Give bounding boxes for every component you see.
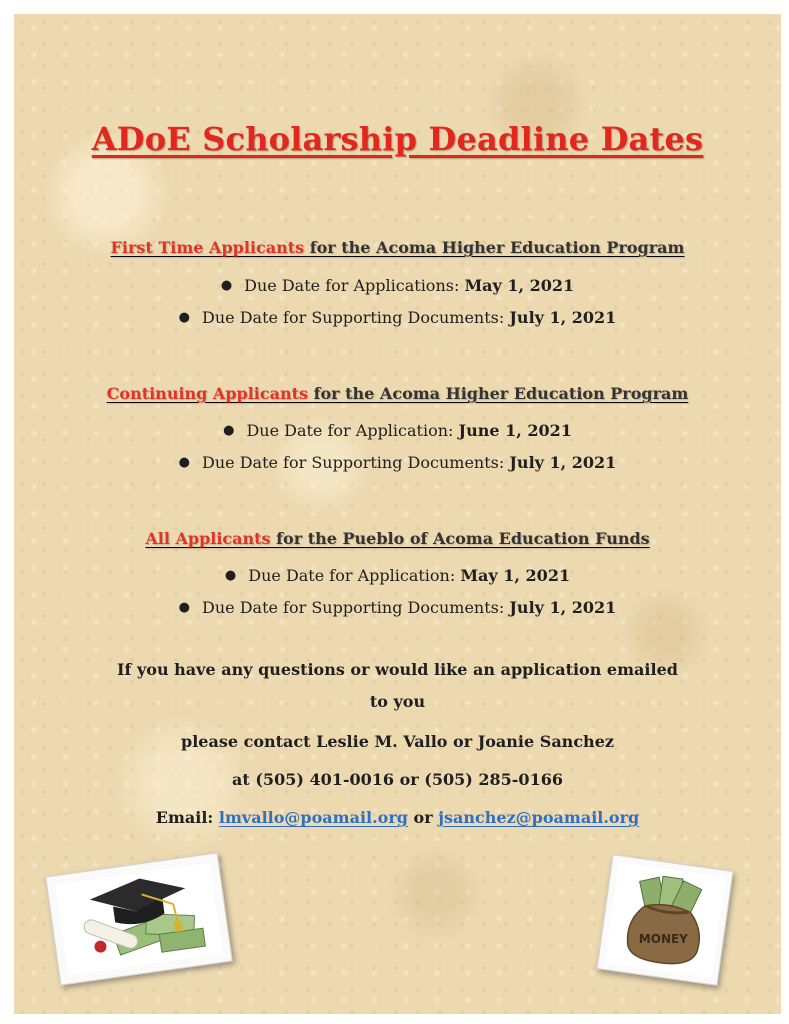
section-heading-continuing: [14, 384, 781, 403]
contact-line: If you have any questions or would like an application emailed: [117, 660, 678, 679]
list-item: [14, 598, 781, 617]
flyer-page: [14, 14, 781, 1014]
email-label: Email:: [155, 808, 214, 827]
bullet-icon: ●: [178, 455, 191, 470]
email-link-jsanchez[interactable]: jsanchez@poamail.org: [438, 808, 640, 827]
bullet-icon: ●: [178, 310, 191, 325]
heading-rest: for the Acoma Higher Education Program: [313, 384, 689, 403]
bullet-icon: ●: [224, 568, 237, 583]
money-bag-icon: [598, 855, 733, 985]
item-date: May 1, 2021: [464, 276, 575, 295]
bullet-icon: ●: [220, 278, 233, 293]
heading-rest: for the Pueblo of Acoma Education Funds: [276, 529, 650, 548]
money-bag-label: MONEY: [638, 931, 688, 946]
list-item: [14, 566, 781, 585]
email-link-lmvallo[interactable]: lmvallo@poamail.org: [218, 808, 408, 827]
heading-rest: for the Acoma Higher Education Program: [309, 238, 685, 257]
list-item: [14, 453, 781, 472]
item-label: Due Date for Supporting Documents:: [202, 598, 505, 617]
graduation-photo: [45, 852, 233, 985]
section-heading-all-applicants: [14, 529, 781, 548]
item-label: Due Date for Application:: [248, 566, 456, 585]
list-item: [14, 421, 781, 440]
page-title: ADoE Scholarship Deadline Dates: [91, 120, 704, 158]
section-heading-first-time: [14, 238, 781, 257]
item-date: June 1, 2021: [458, 421, 572, 440]
contact-phones: at (505) 401-0016 or (505) 285-0166: [232, 770, 563, 789]
graduation-cap-icon: [46, 854, 231, 985]
contact-emails: [14, 808, 781, 827]
item-date: July 1, 2021: [509, 598, 617, 617]
heading-highlight: First Time Applicants: [110, 238, 305, 257]
item-label: Due Date for Application:: [246, 421, 454, 440]
contact-names: please contact Leslie M. Vallo or Joanie Sanchez: [181, 732, 614, 751]
list-item: [14, 308, 781, 327]
item-date: July 1, 2021: [509, 308, 617, 327]
bullet-icon: ●: [178, 600, 191, 615]
contact-line: to you: [369, 692, 426, 711]
item-date: July 1, 2021: [509, 453, 617, 472]
heading-highlight: Continuing Applicants: [106, 384, 308, 403]
heading-highlight: All Applicants: [145, 529, 271, 548]
item-date: May 1, 2021: [460, 566, 571, 585]
bullet-icon: ●: [223, 423, 235, 438]
item-label: Due Date for Supporting Documents:: [202, 308, 505, 327]
email-or: or: [413, 808, 433, 827]
item-label: Due Date for Applications:: [244, 276, 460, 295]
money-bag-photo: [597, 854, 734, 986]
list-item: [14, 276, 781, 295]
item-label: Due Date for Supporting Documents:: [202, 453, 505, 472]
